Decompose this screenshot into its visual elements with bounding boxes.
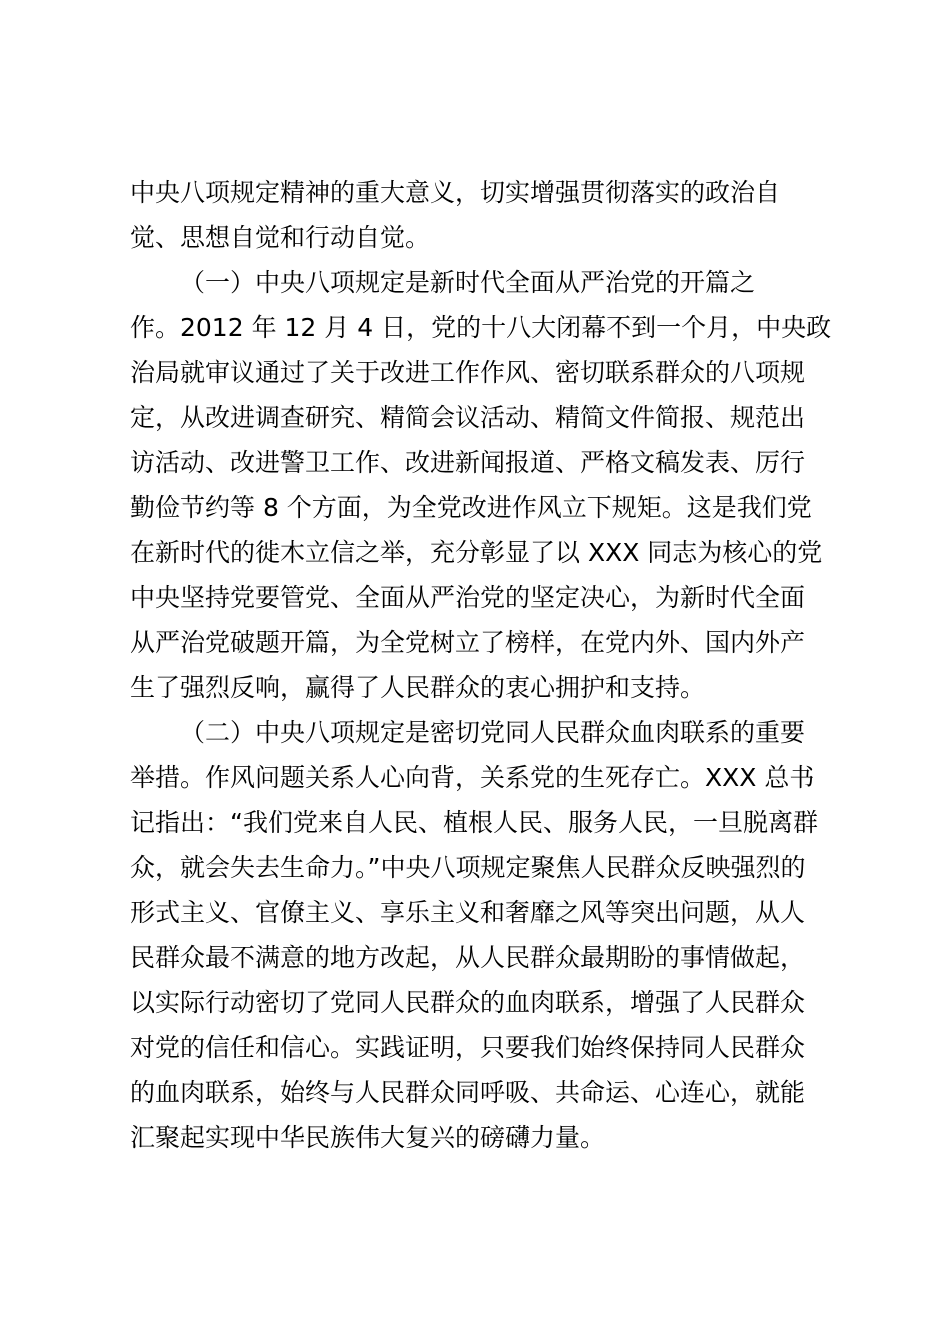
text-line: 的血肉联系，始终与人民群众同呼吸、共命运、心连心，就能 xyxy=(130,1078,806,1107)
text-line: 觉、思想自觉和行动自觉。 xyxy=(130,223,431,252)
text-line: 记指出：“我们党来自人民、植根人民、服务人民，一旦脱离群 xyxy=(130,808,818,837)
text-line: 勤俭节约等 8 个方面，为全党改进作风立下规矩。这是我们党 xyxy=(130,493,812,522)
document-body xyxy=(130,170,830,1160)
text-line: 举措。作风问题关系人心向背，关系党的生死存亡。XXX 总书 xyxy=(130,763,815,792)
text-line: 访活动、改进警卫工作、改进新闻报道、严格文稿发表、厉行 xyxy=(130,448,806,477)
text-line: 对党的信任和信心。实践证明，只要我们始终保持同人民群众 xyxy=(130,1033,806,1062)
text-line: 众，就会失去生命力。”中央八项规定聚焦人民群众反映强烈的 xyxy=(130,853,806,882)
text-line: 中央坚持党要管党、全面从严治党的坚定决心，为新时代全面 xyxy=(130,583,806,612)
text-line: 从严治党破题开篇，为全党树立了榜样，在党内外、国内外产 xyxy=(130,628,806,657)
text-line: 定，从改进调查研究、精简会议活动、精简文件简报、规范出 xyxy=(130,403,806,432)
text-line: 作。2012 年 12 月 4 日，党的十八大闭幕不到一个月，中央政 xyxy=(130,313,832,342)
section-heading-line: （二）中央八项规定是密切党同人民群众血肉联系的重要 xyxy=(180,718,806,747)
text-line: 以实际行动密切了党同人民群众的血肉联系，增强了人民群众 xyxy=(130,988,806,1017)
section-heading-line: （一）中央八项规定是新时代全面从严治党的开篇之 xyxy=(180,268,756,297)
text-line: 治局就审议通过了关于改进工作作风、密切联系群众的八项规 xyxy=(130,358,806,387)
text-line: 民群众最不满意的地方改起，从人民群众最期盼的事情做起， xyxy=(130,943,806,972)
text-line: 形式主义、官僚主义、享乐主义和奢靡之风等突出问题，从人 xyxy=(130,898,806,927)
text-line: 生了强烈反响，赢得了人民群众的衷心拥护和支持。 xyxy=(130,673,706,702)
text-line: 汇聚起实现中华民族伟大复兴的磅礴力量。 xyxy=(130,1123,606,1152)
text-line: 在新时代的徙木立信之举，充分彰显了以 XXX 同志为核心的党 xyxy=(130,538,823,567)
text-line: 中央八项规定精神的重大意义，切实增强贯彻落实的政治自 xyxy=(130,178,781,207)
